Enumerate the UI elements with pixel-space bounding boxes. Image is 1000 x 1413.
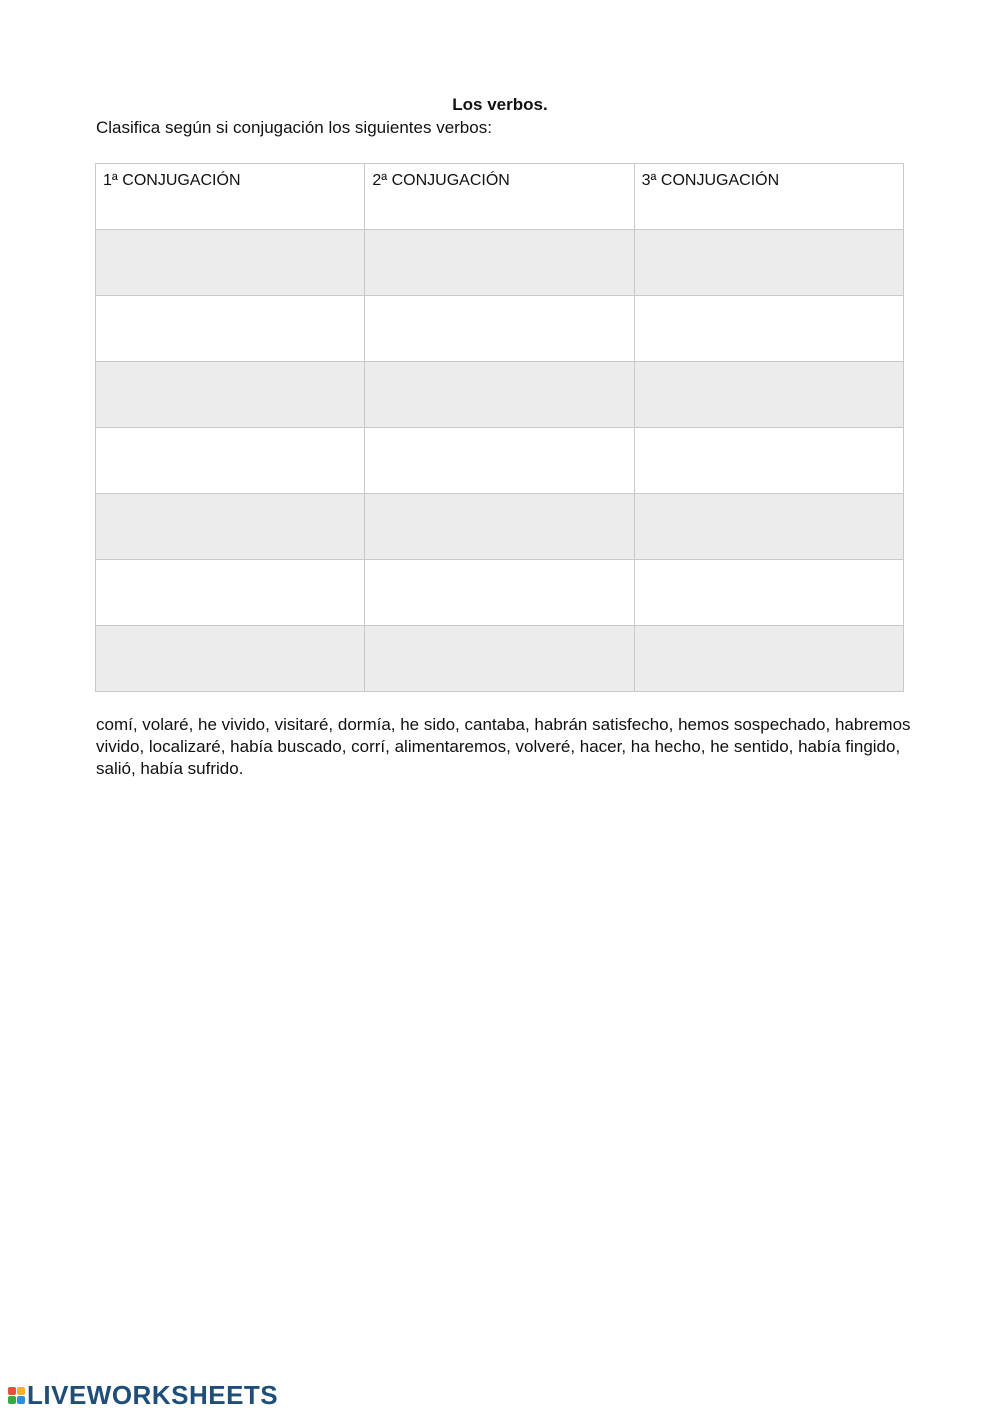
table-header-row — [96, 164, 904, 230]
table-row — [96, 296, 904, 362]
answer-cell — [365, 362, 634, 428]
answer-cell — [634, 428, 903, 494]
answer-input-second-conjugation[interactable] — [365, 494, 633, 559]
logo-square-green — [8, 1396, 16, 1404]
table-row — [96, 362, 904, 428]
answer-cell — [634, 494, 903, 560]
logo-square-red — [8, 1387, 16, 1395]
table-row — [96, 626, 904, 692]
header-first-conjugation: 1ª CONJUGACIÓN — [96, 164, 365, 230]
answer-input-third-conjugation[interactable] — [635, 494, 903, 559]
answer-input-third-conjugation[interactable] — [635, 428, 903, 493]
answer-input-second-conjugation[interactable] — [365, 560, 633, 625]
answer-cell — [96, 428, 365, 494]
answer-input-second-conjugation[interactable] — [365, 296, 633, 361]
answer-input-first-conjugation[interactable] — [96, 494, 364, 559]
answer-cell — [365, 626, 634, 692]
answer-cell — [96, 560, 365, 626]
answer-input-third-conjugation[interactable] — [635, 560, 903, 625]
worksheet-instruction: Clasifica según si conjugación los siguientes verbos: — [96, 118, 492, 137]
answer-input-first-conjugation[interactable] — [96, 362, 364, 427]
logo-square-yellow — [17, 1387, 25, 1395]
answer-input-third-conjugation[interactable] — [635, 230, 903, 295]
answer-cell — [96, 230, 365, 296]
answer-cell — [634, 296, 903, 362]
header-second-conjugation: 2ª CONJUGACIÓN — [365, 164, 634, 230]
answer-input-third-conjugation[interactable] — [635, 296, 903, 361]
table-row — [96, 230, 904, 296]
answer-cell — [634, 626, 903, 692]
answer-cell — [365, 494, 634, 560]
answer-input-first-conjugation[interactable] — [96, 296, 364, 361]
answer-input-second-conjugation[interactable] — [365, 362, 633, 427]
answer-cell — [365, 296, 634, 362]
answer-cell — [634, 230, 903, 296]
table-row — [96, 494, 904, 560]
logo-text: LIVEWORKSHEETS — [27, 1380, 279, 1410]
answer-input-second-conjugation[interactable] — [365, 230, 633, 295]
answer-cell — [96, 362, 365, 428]
answer-input-first-conjugation[interactable] — [96, 428, 364, 493]
answer-cell — [365, 560, 634, 626]
worksheet-title: Los verbos. — [452, 95, 548, 114]
verb-word-bank: comí, volaré, he vivido, visitaré, dormía, he sido, cantaba, habrán satisfecho, hemos sospechado, habremos vivido, localizaré, había buscado, corrí, alimentaremos, volveré, hacer, ha hecho, he sentido, había fingido, salió, había sufrido. — [96, 715, 911, 778]
answer-cell — [365, 230, 634, 296]
answer-cell — [365, 428, 634, 494]
answer-cell — [634, 560, 903, 626]
conjugation-table — [95, 163, 904, 692]
liveworksheets-logo — [8, 1380, 278, 1411]
answer-input-third-conjugation[interactable] — [635, 362, 903, 427]
answer-input-first-conjugation[interactable] — [96, 560, 364, 625]
answer-input-second-conjugation[interactable] — [365, 428, 633, 493]
answer-cell — [634, 362, 903, 428]
answer-cell — [96, 296, 365, 362]
table-row — [96, 428, 904, 494]
answer-cell — [96, 494, 365, 560]
answer-input-first-conjugation[interactable] — [96, 626, 364, 691]
answer-cell — [96, 626, 365, 692]
logo-square-blue — [17, 1396, 25, 1404]
answer-input-second-conjugation[interactable] — [365, 626, 633, 691]
table-row — [96, 560, 904, 626]
answer-input-first-conjugation[interactable] — [96, 230, 364, 295]
header-third-conjugation: 3ª CONJUGACIÓN — [634, 164, 903, 230]
logo-mark-icon — [8, 1387, 25, 1404]
answer-input-third-conjugation[interactable] — [635, 626, 903, 691]
